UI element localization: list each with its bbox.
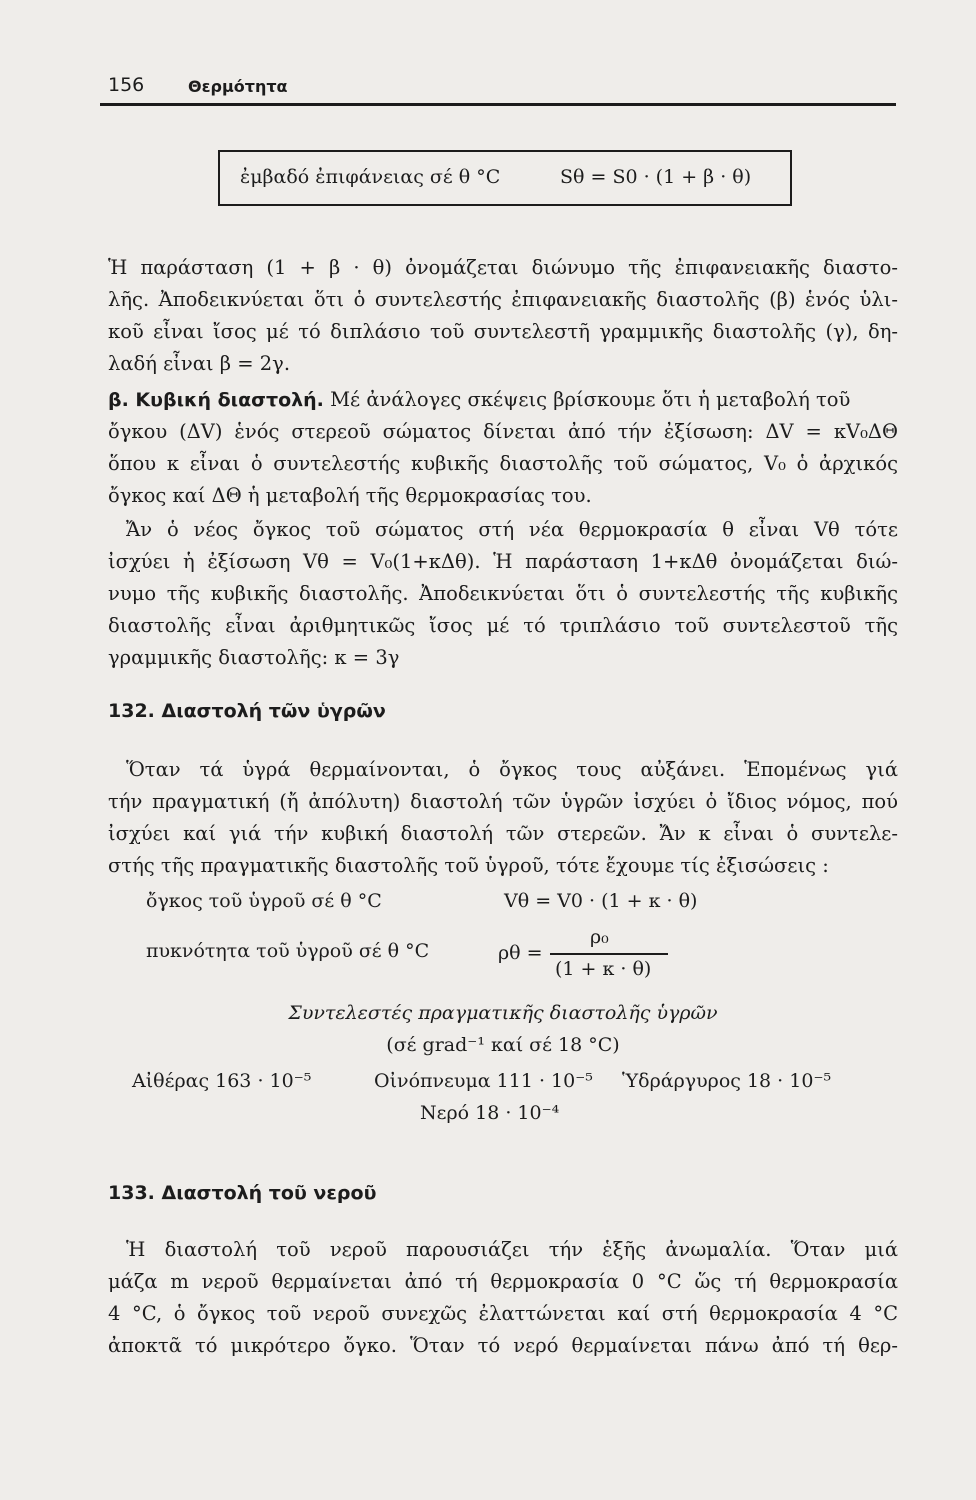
text-line: Ἄν ὁ νέος ὄγκος τοῦ σώματος στή νέα θερμοκρασία θ εἶναι Vθ τότε [126, 518, 898, 541]
text-line: Ἡ παράσταση (1 + β · θ) ὀνομάζεται διώνυμο τῆς ἐπιφανειακῆς διαστο- [108, 256, 898, 279]
text-line: ὄγκου (ΔV) ἑνός στερεοῦ σώματος δίνεται ἀπό τήν ἐξίσωση: ΔV = κV₀ΔΘ [108, 420, 898, 443]
text-line: διαστολῆς εἶναι ἀριθμητικῶς ἴσος μέ τό τριπλάσιο τοῦ συντελεστοῦ τῆς [108, 614, 898, 637]
density-numerator: ρ₀ [590, 926, 609, 948]
coefficient-mercury: Ὑδράργυρος 18 · 10⁻⁵ [622, 1070, 832, 1092]
running-title: Θερμότητα [188, 77, 288, 96]
text-line [108, 384, 898, 416]
formula-equation: Sθ = S0 · (1 + β · θ) [560, 166, 752, 188]
text-line: νυμο τῆς κυβικῆς διαστολῆς. Ἀποδεικνύεται ὅτι ὁ συντελεστής τῆς κυβικῆς [108, 582, 898, 605]
equation-label: ὄγκος τοῦ ὑγροῦ σέ θ °C [146, 890, 382, 912]
text-line: Ἡ διαστολή τοῦ νεροῦ παρουσιάζει τήν ἑξῆς ἀνωμαλία. Ὅταν μιά [126, 1238, 898, 1261]
density-denominator: (1 + κ · θ) [555, 958, 652, 980]
formula-label: ἐμβαδό ἐπιφάνειας σέ θ °C [240, 166, 501, 188]
text-line: ἰσχύει καί γιά τήν κυβική διαστολή τῶν στερεῶν. Ἄν κ εἶναι ὁ συντελε- [108, 822, 898, 845]
text-line: κοῦ εἶναι ἴσος μέ τό διπλάσιο τοῦ συντελεστῆ γραμμικῆς διαστολῆς (γ), δη- [108, 320, 898, 343]
text-line: λαδή εἶναι β = 2γ. [108, 352, 291, 375]
subsection-title: β. Κυβική διαστολή. [108, 389, 324, 411]
coefficient-ether: Αἰθέρας 163 · 10⁻⁵ [132, 1070, 312, 1092]
header-rule [100, 103, 896, 106]
text-line: λῆς. Ἀποδεικνύεται ὅτι ὁ συντελεστής ἐπιφανειακῆς διαστολῆς (β) ἑνός ὑλι- [108, 288, 898, 311]
density-lhs: ρθ = [498, 942, 543, 964]
text-line: τήν πραγματική (ἤ ἀπόλυτη) διαστολή τῶν ὑγρῶν ἰσχύει ὁ ἴδιος νόμος, πού [108, 790, 898, 813]
section-title-132: 132. Διαστολή τῶν ὑγρῶν [108, 700, 386, 722]
coefficient-alcohol: Οἰνόπνευμα 111 · 10⁻⁵ [374, 1070, 593, 1092]
text-line: μάζα m νεροῦ θερμαίνεται ἀπό τή θερμοκρασία 0 °C ὥς τή θερμοκρασία [108, 1270, 898, 1293]
text-span: Μέ ἀνάλογες σκέψεις βρίσκουμε ὅτι ἡ μεταβολή τοῦ [330, 388, 851, 411]
text-line: ἀποκτᾶ τό μικρότερο ὄγκο. Ὅταν τό νερό θερμαίνεται πάνω ἀπό τή θερ- [108, 1334, 898, 1357]
text-line: 4 °C, ὁ ὄγκος τοῦ νεροῦ συνεχῶς ἐλαττώνεται καί στή θερμοκρασία 4 °C [108, 1302, 898, 1325]
equation-label: πυκνότητα τοῦ ὑγροῦ σέ θ °C [146, 940, 430, 962]
table-title: Συντελεστές πραγματικῆς διαστολῆς ὑγρῶν [288, 1002, 718, 1024]
formula-box [218, 150, 792, 206]
page-number: 156 [108, 74, 145, 96]
text-line: Ὅταν τά ὑγρά θερμαίνονται, ὁ ὄγκος τους αὐξάνει. Ἑπομένως γιά [126, 758, 898, 781]
text-line: ὄγκος καί ΔΘ ἡ μεταβολή τῆς θερμοκρασίας του. [108, 484, 592, 507]
section-title-133: 133. Διαστολή τοῦ νεροῦ [108, 1182, 377, 1204]
text-line: γραμμικῆς διαστολῆς: κ = 3γ [108, 646, 400, 669]
coefficient-water: Νερό 18 · 10⁻⁴ [420, 1102, 560, 1124]
fraction-bar [550, 953, 668, 955]
text-line: στής τῆς πραγματικῆς διαστολῆς τοῦ ὑγροῦ, τότε ἔχουμε τίς ἐξισώσεις : [108, 854, 829, 877]
text-line: ὅπου κ εἶναι ὁ συντελεστής κυβικῆς διαστολῆς τοῦ σώματος, V₀ ὁ ἀρχικός [108, 452, 898, 475]
table-unit: (σέ grad⁻¹ καί σέ 18 °C) [386, 1034, 620, 1056]
volume-equation: Vθ = V0 · (1 + κ · θ) [504, 890, 698, 912]
text-line: ἰσχύει ἡ ἐξίσωση Vθ = V₀(1+κΔθ). Ἡ παράσταση 1+κΔθ ὀνομάζεται διώ- [108, 550, 898, 573]
